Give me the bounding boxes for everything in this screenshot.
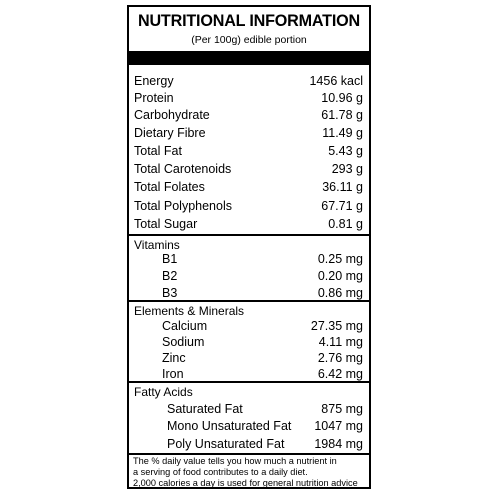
nutrient-row [129, 72, 369, 90]
nutrient-value: 67.71 g [321, 199, 363, 213]
fatty-acid-value: 1984 mg [314, 437, 363, 451]
footnote-line: a serving of food contributes to a daily diet. [133, 467, 308, 477]
vitamin-name: B3 [162, 286, 178, 300]
minerals-heading: Elements & Minerals [134, 304, 245, 318]
mineral-name: Iron [162, 367, 184, 381]
fatty-acid-name: Saturated Fat [167, 402, 243, 416]
nutrient-row [129, 178, 369, 196]
vitamin-row [129, 267, 369, 285]
mineral-name: Calcium [162, 319, 208, 333]
fatty-acid-row [129, 417, 369, 435]
nutrient-row [129, 106, 369, 124]
nutrient-name: Total Sugar [134, 217, 198, 231]
vitamin-name: B2 [162, 269, 178, 283]
fatty-acid-name: Poly Unsaturated Fat [167, 437, 285, 451]
nutrient-name: Dietary Fibre [134, 126, 206, 140]
nutrient-value: 5.43 g [328, 144, 363, 158]
mineral-value: 2.76 mg [317, 351, 363, 365]
mineral-value: 6.42 mg [317, 367, 363, 381]
label-title: NUTRITIONAL INFORMATION [137, 11, 361, 30]
nutrient-name: Total Carotenoids [134, 162, 232, 176]
fatty-acid-value: 875 mg [321, 402, 363, 416]
nutrient-row [129, 160, 369, 178]
nutrient-value: 0.81 g [328, 217, 363, 231]
vitamin-value: 0.20 mg [317, 269, 363, 283]
fatty-acids-heading: Fatty Acids [134, 385, 193, 399]
mineral-value: 27.35 mg [310, 319, 363, 333]
mineral-name: Sodium [162, 335, 205, 349]
fatty-acid-name: Mono Unsaturated Fat [167, 419, 292, 433]
nutrient-name: Total Polyphenols [134, 199, 232, 213]
nutrient-value: 10.96 g [321, 91, 363, 105]
nutrient-name: Energy [134, 74, 174, 88]
fatty-acid-row [129, 435, 369, 453]
section-divider [129, 300, 369, 302]
nutrient-row [129, 89, 369, 107]
header-divider [129, 51, 369, 65]
nutrient-value: 293 g [331, 162, 363, 176]
vitamins-heading: Vitamins [134, 238, 180, 252]
section-divider [129, 234, 369, 236]
footnote-line: 2,000 calories a day is used for general nutrition advice [133, 478, 358, 488]
nutrient-row [129, 124, 369, 142]
mineral-name: Zinc [162, 351, 186, 365]
nutrient-value: 36.11 g [322, 180, 363, 194]
footnote-line: The % daily value tells you how much a nutrient in [133, 456, 337, 466]
fatty-acid-value: 1047 mg [314, 419, 363, 433]
nutrient-value: 61.78 g [321, 108, 363, 122]
vitamin-value: 0.86 mg [317, 286, 363, 300]
nutrient-name: Protein [134, 91, 174, 105]
nutrient-name: Carbohydrate [134, 108, 210, 122]
nutrient-name: Total Folates [134, 180, 205, 194]
section-divider [129, 453, 369, 455]
vitamin-row [129, 250, 369, 268]
nutrient-value: 1456 kacl [309, 74, 363, 88]
mineral-value: 4.11 mg [318, 335, 363, 349]
label-subtitle: (Per 100g) edible portion [191, 34, 307, 46]
nutrient-row [129, 197, 369, 215]
nutrient-row [129, 142, 369, 160]
vitamin-name: B1 [162, 252, 178, 266]
nutrition-label [127, 5, 371, 489]
nutrient-row [129, 215, 369, 233]
fatty-acid-row [129, 400, 369, 418]
vitamin-value: 0.25 mg [317, 252, 363, 266]
nutrient-name: Total Fat [134, 144, 182, 158]
nutrient-value: 11.49 g [322, 126, 363, 140]
section-divider [129, 381, 369, 383]
